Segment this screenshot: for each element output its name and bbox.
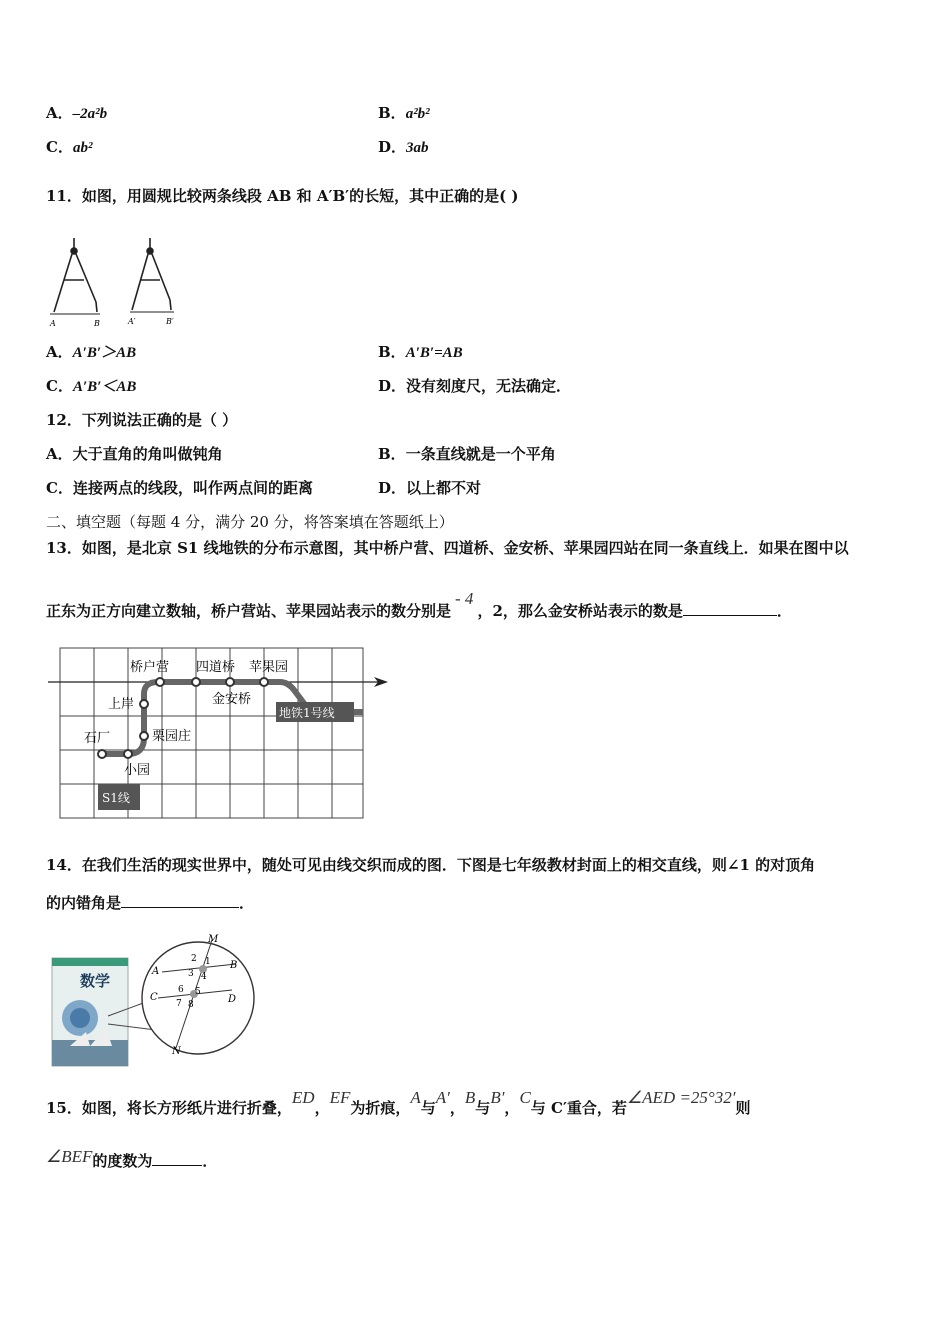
q11-option-d[interactable]: D．没有刻度尺，无法确定． [378,377,572,395]
label-b: B [94,319,100,328]
angle-3: 3 [188,969,194,979]
q11-option-a[interactable]: A．A′B′＞AB [46,343,137,361]
q12-option-d[interactable]: D．以上都不对 [378,479,482,497]
station-pingguoyuan: 苹果园 [249,660,289,675]
q13-line2: 正东为正方向建立数轴，桥户营站、苹果园站表示的数分别是- 4，2，那么金安桥站表示的数是 ． [46,589,792,620]
q14-line1: 14．在我们生活的现实世界中，随处可见由线交织而成的图．下图是七年级教材封面上的相交直线，则∠1 的对顶角 [46,856,816,874]
label-b-prime: B′ [166,317,174,326]
station-jinanqiao: 金安桥 [212,692,252,707]
q15-angle-bef: ∠BEF [46,1147,93,1166]
q12-stem: 12．下列说法正确的是（ ） [46,411,238,429]
angle-6: 6 [178,985,184,995]
label-fig-a: A [152,966,160,977]
label-fig-d: D [228,994,237,1005]
q15-a: A [410,1088,421,1107]
angle-4: 4 [201,972,207,982]
q12-option-b-text: 一条直线就是一个平角 [405,445,556,463]
q13-minus4: - 4 [455,589,474,608]
label-fig-c: C [150,992,158,1003]
angle-2: 2 [191,954,197,964]
q15-a-prime: A′ [435,1088,450,1107]
q10-option-a[interactable]: A．–2a²b [46,104,108,122]
q10-option-c-text: ab² [72,140,93,156]
q15-ed: ED [291,1088,315,1107]
station-shichang: 石厂 [84,731,111,746]
station-xiaoyuan: 小园 [124,763,151,778]
q10-option-d[interactable]: D．3ab [378,138,429,156]
textbook-figure [50,928,260,1070]
q12-option-d-text: 以上都不对 [406,479,482,497]
q10-option-b-text: a²b² [405,106,430,122]
q11-option-c-text: A′B′＜AB [72,379,137,395]
label-a: A [50,319,56,328]
q15-line2: ∠BEF的度数为 ． [46,1147,218,1170]
label-s1-line: S1线 [102,791,130,805]
label-n: N [172,1046,181,1057]
book-title: 数学 [80,972,111,990]
angle-7: 7 [176,999,182,1009]
q13-line1: 13．如图，是北京 S1 线地铁的分布示意图，其中桥户营、四道桥、金安桥、苹果园四站在同一条直线上．如果在图中以 [46,539,849,557]
compass-figure [44,236,194,328]
q15-ef: EF [329,1088,351,1107]
q10-option-d-text: 3ab [406,140,429,156]
q15-b-prime: B′ [490,1088,505,1107]
station-liyuanzhuang: 栗园庄 [152,729,192,744]
subway-map-figure [44,644,394,822]
q15-c: C [519,1088,531,1107]
q12-option-a-text: 大于直角的角叫做钝角 [72,445,223,463]
q15-answer-blank[interactable] [152,1150,202,1166]
q11-option-c[interactable]: C．A′B′＜AB [46,377,137,395]
station-qiaohuying: 桥户营 [130,660,170,675]
q11-option-a-text: A′B′＞AB [72,345,137,361]
label-metro-line1: 地铁1号线 [279,706,335,720]
q14-answer-blank[interactable] [121,892,239,908]
station-sidaoqiao: 四道桥 [196,660,236,675]
angle-8: 8 [188,1000,194,1010]
station-shangan: 上岸 [108,697,135,712]
q10-option-c[interactable]: C．ab² [46,138,93,156]
q15-line1: 15．如图，将长方形纸片进行折叠，ED，EF为折痕，A与A′，B与B′，C与 C′重合，若∠AED =25°32′则 [46,1088,751,1117]
section-title: 二、填空题（每题 4 分，满分 20 分，将答案填在答题纸上） [46,513,454,531]
label-fig-b: B [230,960,238,971]
q15-b: B [464,1088,476,1107]
q12-option-a[interactable]: A．大于直角的角叫做钝角 [46,445,223,463]
label-m: M [208,934,219,945]
label-a-prime: A′ [128,317,136,326]
q15-angle-aed: ∠AED =25°32′ [626,1088,736,1107]
angle-1: 1 [205,957,211,967]
q10-option-a-text: –2a²b [72,106,108,122]
q11-option-b-text: A′B′=AB [405,345,463,361]
q12-option-c[interactable]: C．连接两点的线段，叫作两点间的距离 [46,479,313,497]
q11-option-d-text: 没有刻度尺，无法确定． [406,377,572,395]
q14-line2: 的内错角是 ． [46,894,255,912]
q13-answer-blank[interactable] [683,600,777,616]
q12-option-b[interactable]: B．一条直线就是一个平角 [378,445,556,463]
angle-5: 5 [195,987,201,997]
q11-option-b[interactable]: B．A′B′=AB [378,343,463,361]
q11-stem: 11．如图，用圆规比较两条线段 AB 和 A′B′的长短，其中正确的是( ) [46,187,519,205]
q12-option-c-text: 连接两点的线段，叫作两点间的距离 [72,479,313,497]
q10-option-b[interactable]: B．a²b² [378,104,430,122]
